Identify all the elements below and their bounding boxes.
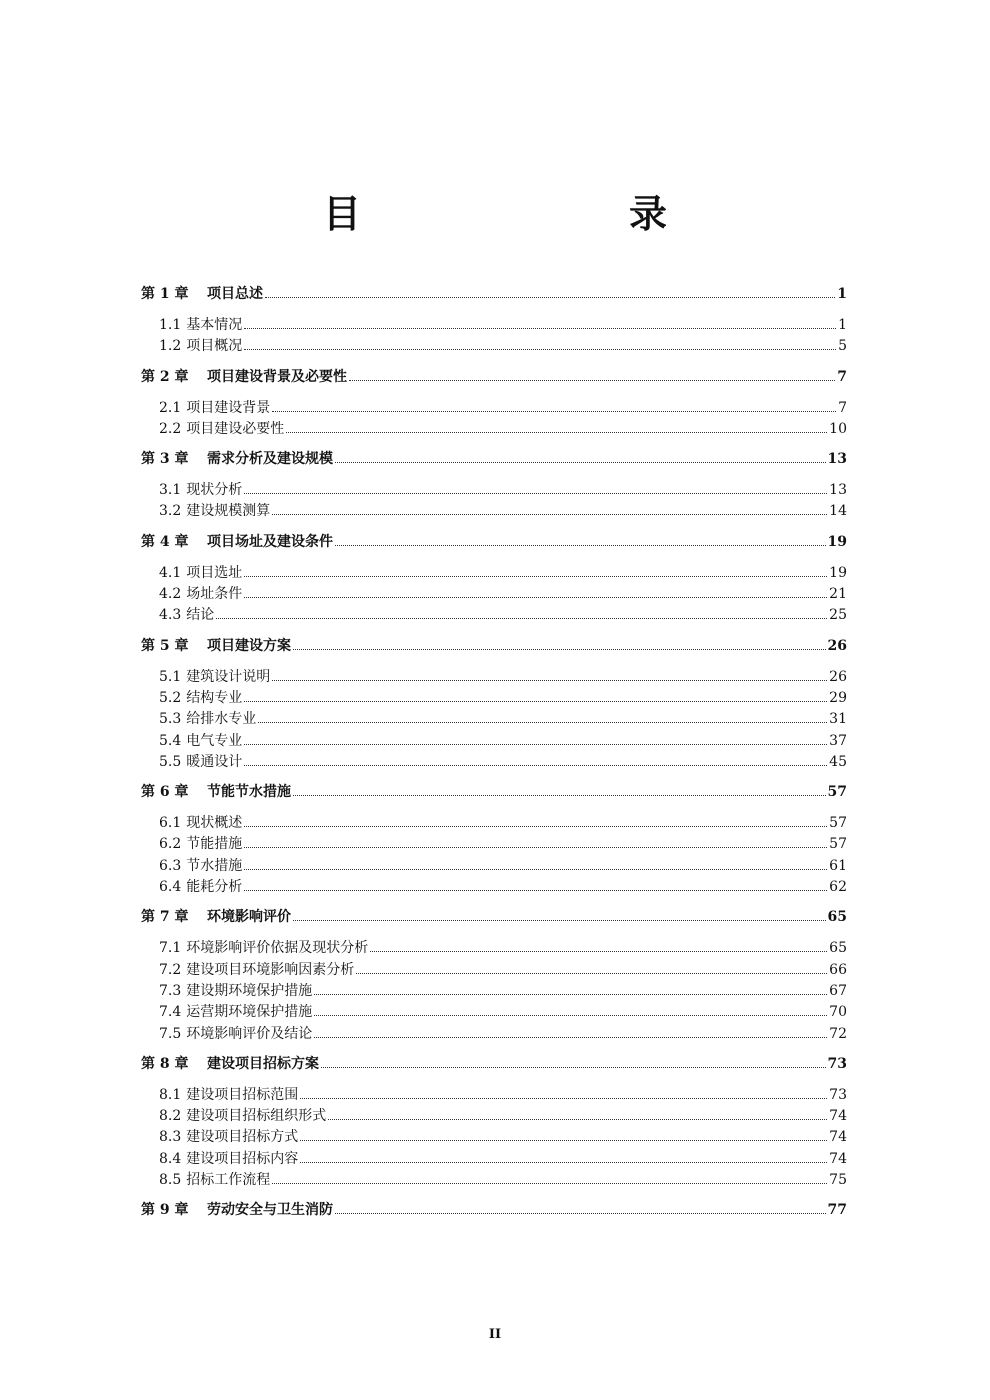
toc-section-entry[interactable] [141, 418, 847, 439]
toc-section-entry[interactable] [141, 980, 847, 1001]
toc-section-entry[interactable] [141, 687, 847, 708]
toc-entry-number: 第 1 章 [141, 286, 189, 302]
dot-leader [335, 544, 826, 546]
toc-section-entry[interactable] [141, 562, 847, 583]
toc-entry-title: 建设项目招标内容 [186, 1150, 299, 1167]
dot-leader [244, 327, 836, 329]
toc-section-entry[interactable] [141, 314, 847, 335]
toc-chapter-entry[interactable] [141, 781, 847, 803]
toc-entry-title: 建设项目环境影响因素分析 [186, 961, 355, 978]
dot-leader [335, 1212, 826, 1214]
dot-leader [314, 993, 827, 995]
table-of-contents [141, 283, 847, 1221]
toc-entry-page: 26 [829, 668, 847, 685]
toc-section-entry[interactable] [141, 666, 847, 687]
toc-entry-number: 第 4 章 [141, 533, 189, 550]
toc-entry-title: 建设项目招标方式 [186, 1129, 299, 1146]
toc-chapter-entry[interactable] [141, 366, 847, 388]
toc-entry-title: 节能措施 [186, 836, 243, 853]
toc-entry-title: 建设项目招标范围 [186, 1086, 299, 1103]
toc-entry-number: 5.1 [159, 668, 182, 685]
toc-entry-page: 66 [829, 961, 847, 978]
toc-entry-page: 57 [827, 784, 847, 801]
toc-section-entry[interactable] [141, 583, 847, 604]
dot-leader [300, 1161, 827, 1163]
toc-entry-title: 电气专业 [186, 732, 243, 749]
toc-entry-title: 结论 [186, 607, 215, 624]
toc-entry-title: 建设期环境保护措施 [186, 982, 313, 999]
toc-entry-number: 4.2 [159, 586, 182, 603]
toc-entry-number: 1.1 [159, 317, 182, 333]
toc-entry-title: 项目总述 [207, 286, 263, 302]
toc-chapter-entry[interactable] [141, 1053, 847, 1075]
toc-entry-title: 劳动安全与卫生消防 [207, 1202, 333, 1219]
dot-leader [272, 410, 836, 412]
toc-entry-page: 1 [837, 286, 847, 302]
dot-leader [244, 492, 827, 494]
toc-section-entry[interactable] [141, 479, 847, 500]
toc-entry-title: 暖通设计 [186, 753, 243, 770]
dot-leader [293, 648, 826, 650]
toc-entry-number: 7.2 [159, 961, 182, 978]
toc-entry-number: 6.3 [159, 857, 182, 874]
dot-leader [258, 721, 827, 723]
toc-section-entry[interactable] [141, 812, 847, 833]
toc-entry-page: 10 [829, 420, 847, 437]
toc-entry-number: 第 5 章 [141, 637, 189, 654]
toc-title: 目 录 [322, 192, 731, 236]
toc-section-entry[interactable] [141, 1148, 847, 1169]
toc-entry-number: 7.5 [159, 1025, 182, 1042]
toc-entry-title: 建设规模测算 [186, 503, 271, 520]
toc-entry-page: 5 [838, 338, 847, 355]
dot-leader [244, 743, 827, 745]
toc-entry-number: 第 2 章 [141, 368, 189, 385]
toc-section-entry[interactable] [141, 1001, 847, 1022]
toc-entry-title: 项目概况 [186, 338, 243, 355]
toc-entry-number: 8.3 [159, 1129, 182, 1146]
toc-entry-title: 环境影响评价及结论 [186, 1025, 313, 1042]
toc-entry-page: 77 [827, 1202, 847, 1219]
toc-entry-page: 26 [827, 637, 847, 654]
toc-chapter-entry[interactable] [141, 1199, 847, 1221]
toc-entry-page: 45 [829, 753, 847, 770]
toc-entry-page: 14 [829, 503, 847, 520]
toc-section-entry[interactable] [141, 335, 847, 356]
toc-entry-number: 8.5 [159, 1172, 182, 1189]
toc-entry-number: 5.3 [159, 711, 182, 728]
toc-entry-number: 2.2 [159, 420, 182, 437]
toc-entry-page: 74 [829, 1129, 847, 1146]
toc-entry-page: 37 [829, 732, 847, 749]
dot-leader [335, 461, 826, 463]
dot-leader [244, 596, 827, 598]
toc-entry-number: 6.2 [159, 836, 182, 853]
dot-leader [244, 889, 827, 891]
toc-entry-title: 运营期环境保护措施 [186, 1004, 313, 1021]
toc-chapter-entry[interactable] [141, 283, 847, 305]
dot-leader [314, 1014, 827, 1016]
toc-entry-page: 67 [829, 982, 847, 999]
toc-entry-number: 6.1 [159, 815, 182, 832]
dot-leader [272, 513, 827, 515]
toc-entry-number: 第 9 章 [141, 1202, 189, 1219]
dot-leader [349, 379, 835, 381]
toc-entry-page: 19 [827, 533, 847, 550]
dot-leader [286, 431, 827, 433]
toc-entry-title: 项目场址及建设条件 [207, 533, 333, 550]
toc-entry-title: 建筑设计说明 [186, 668, 271, 685]
toc-entry-page: 74 [829, 1108, 847, 1125]
toc-section-entry[interactable] [141, 730, 847, 751]
toc-entry-page: 65 [827, 909, 847, 926]
toc-section-entry[interactable] [141, 876, 847, 897]
toc-entry-title: 建设项目招标方案 [207, 1055, 319, 1072]
dot-leader [293, 794, 826, 796]
toc-section-entry[interactable] [141, 937, 847, 958]
toc-entry-title: 场址条件 [186, 586, 243, 603]
toc-entry-title: 需求分析及建设规模 [207, 451, 333, 468]
toc-entry-page: 72 [829, 1025, 847, 1042]
toc-chapter-entry[interactable] [141, 531, 847, 553]
toc-entry-number: 4.1 [159, 564, 182, 581]
toc-entry-number: 8.2 [159, 1108, 182, 1125]
toc-entry-title: 项目建设背景及必要性 [207, 368, 347, 385]
toc-entry-page: 75 [829, 1172, 847, 1189]
toc-entry-page: 13 [829, 482, 847, 499]
dot-leader [314, 1036, 827, 1038]
toc-entry-page: 57 [829, 836, 847, 853]
dot-leader [244, 868, 827, 870]
page-number: II [488, 1327, 502, 1342]
toc-entry-page: 13 [827, 451, 847, 468]
toc-entry-page: 65 [829, 940, 847, 957]
toc-entry-page: 7 [837, 368, 847, 385]
toc-entry-page: 7 [838, 399, 847, 416]
dot-leader [321, 1066, 826, 1068]
toc-entry-title: 环境影响评价 [207, 909, 291, 926]
toc-entry-title: 基本情况 [186, 317, 243, 333]
dot-leader [370, 950, 827, 952]
toc-chapter-entry[interactable] [141, 635, 847, 657]
toc-section-entry[interactable] [141, 1023, 847, 1044]
toc-entry-page: 74 [829, 1150, 847, 1167]
toc-entry-title: 节能节水措施 [207, 784, 291, 801]
toc-entry-title: 能耗分析 [186, 879, 243, 896]
dot-leader [272, 1182, 827, 1184]
toc-section-entry[interactable] [141, 1084, 847, 1105]
toc-entry-page: 73 [829, 1086, 847, 1103]
toc-entry-title: 节水措施 [186, 857, 243, 874]
toc-entry-number: 6.4 [159, 879, 182, 896]
toc-entry-page: 21 [829, 586, 847, 603]
toc-entry-page: 25 [829, 607, 847, 624]
dot-leader [244, 825, 827, 827]
toc-entry-title: 招标工作流程 [186, 1172, 271, 1189]
toc-entry-number: 1.2 [159, 338, 182, 355]
dot-leader [216, 617, 827, 619]
toc-chapter-entry[interactable] [141, 906, 847, 928]
toc-entry-page: 61 [829, 857, 847, 874]
toc-entry-number: 第 8 章 [141, 1055, 189, 1072]
toc-entry-title: 项目选址 [186, 564, 243, 581]
toc-entry-page: 62 [829, 879, 847, 896]
toc-entry-number: 7.1 [159, 940, 182, 957]
toc-section-entry[interactable] [141, 855, 847, 876]
toc-section-entry[interactable] [141, 397, 847, 418]
toc-entry-number: 5.5 [159, 753, 182, 770]
dot-leader [244, 575, 827, 577]
toc-entry-number: 7.4 [159, 1004, 182, 1021]
toc-entry-title: 建设项目招标组织形式 [186, 1108, 327, 1125]
toc-entry-number: 第 7 章 [141, 909, 189, 926]
toc-section-entry[interactable] [141, 833, 847, 854]
toc-entry-number: 3.1 [159, 482, 182, 499]
toc-entry-page: 1 [838, 317, 847, 333]
dot-leader [244, 348, 836, 350]
toc-entry-number: 2.1 [159, 399, 182, 416]
toc-entry-number: 3.2 [159, 503, 182, 520]
toc-entry-title: 现状概述 [186, 815, 243, 832]
toc-entry-number: 4.3 [159, 607, 182, 624]
dot-leader [244, 846, 827, 848]
toc-entry-page: 19 [829, 564, 847, 581]
dot-leader [265, 296, 835, 298]
toc-section-entry[interactable] [141, 1105, 847, 1126]
toc-entry-number: 第 6 章 [141, 784, 189, 801]
toc-entry-page: 31 [829, 711, 847, 728]
toc-entry-title: 项目建设方案 [207, 637, 291, 654]
toc-entry-number: 5.2 [159, 689, 182, 706]
dot-leader [356, 972, 827, 974]
toc-section-entry[interactable] [141, 500, 847, 521]
toc-entry-title: 项目建设背景 [186, 399, 271, 416]
toc-entry-number: 8.4 [159, 1150, 182, 1167]
toc-section-entry[interactable] [141, 604, 847, 625]
toc-entry-title: 给排水专业 [186, 711, 257, 728]
dot-leader [293, 919, 826, 921]
dot-leader [328, 1118, 827, 1120]
toc-entry-number: 5.4 [159, 732, 182, 749]
toc-entry-page: 57 [829, 815, 847, 832]
toc-section-entry[interactable] [141, 751, 847, 772]
toc-section-entry[interactable] [141, 1126, 847, 1147]
toc-chapter-entry[interactable] [141, 448, 847, 470]
toc-entry-title: 项目建设必要性 [186, 420, 285, 437]
toc-entry-page: 73 [827, 1055, 847, 1072]
toc-entry-title: 现状分析 [186, 482, 243, 499]
toc-entry-number: 7.3 [159, 982, 182, 999]
toc-entry-number: 第 3 章 [141, 451, 189, 468]
toc-section-entry[interactable] [141, 708, 847, 729]
toc-section-entry[interactable] [141, 1169, 847, 1190]
dot-leader [300, 1097, 827, 1099]
dot-leader [244, 764, 827, 766]
toc-entry-page: 29 [829, 689, 847, 706]
dot-leader [300, 1139, 827, 1141]
dot-leader [244, 700, 827, 702]
toc-entry-number: 8.1 [159, 1086, 182, 1103]
toc-entry-page: 70 [829, 1004, 847, 1021]
toc-section-entry[interactable] [141, 959, 847, 980]
dot-leader [272, 679, 827, 681]
toc-entry-title: 结构专业 [186, 689, 243, 706]
toc-entry-title: 环境影响评价依据及现状分析 [186, 940, 369, 957]
